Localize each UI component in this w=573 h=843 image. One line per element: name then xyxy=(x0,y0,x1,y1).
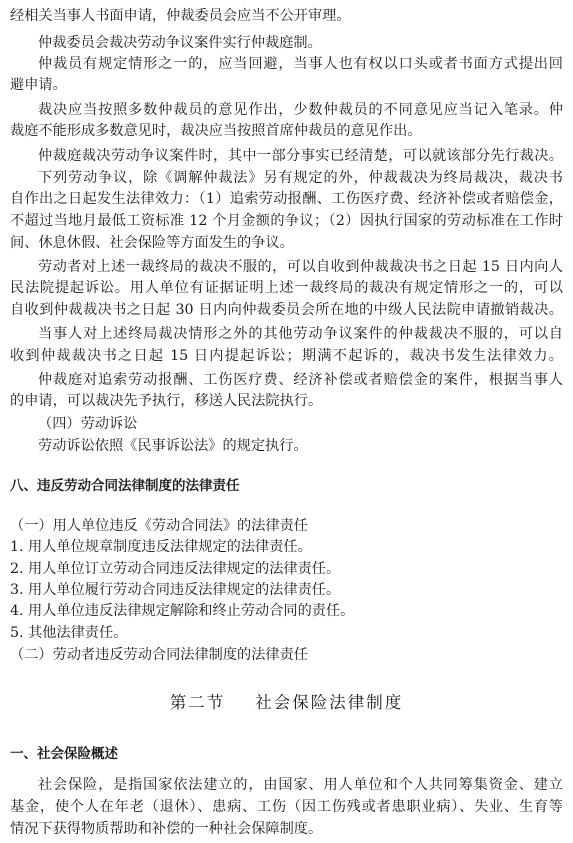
text-line: 下列劳动争议，除《调解仲裁法》另有规定的外，仲裁裁决为终局裁决，裁决书 xyxy=(38,170,563,186)
text-line: 的申请，可以裁决先予执行，移送人民法院执行。 xyxy=(10,393,323,409)
text-line: 民法院提起诉讼。用人单位有证据证明上述一裁终局的裁决有规定情形之一的，可以 xyxy=(10,280,563,296)
text-line: 社会保险，是指国家依法建立的，由国家、用人单位和个人共同筹集资金、建立 xyxy=(38,777,563,793)
list-item: 1. 用人单位规章制度违反法律规定的法律责任。 xyxy=(10,539,312,555)
text-line: 裁庭不能形成多数意见时，裁决应当按照首席仲裁员的意见作出。 xyxy=(10,123,422,139)
text-line: 劳动诉讼依照《民事诉讼法》的规定执行。 xyxy=(38,438,308,454)
text-line: 当事人对上述终局裁决情形之外的其他劳动争议案件的仲裁裁决不服的，可以自 xyxy=(38,326,563,342)
list-item: 5. 其他法律责任。 xyxy=(10,625,128,641)
chapter-section-title xyxy=(0,693,573,713)
section-title: 社会保险法律制度 xyxy=(255,693,404,712)
text-line: 不超过当地月最低工资标准 12 个月金额的争议；（2）因执行国家的劳动标准在工作时 xyxy=(10,213,563,229)
text-line: 仲裁员有规定情形之一的，应当回避，当事人也有权以口头或者书面方式提出回 xyxy=(38,56,563,72)
list-item: 3. 用人单位履行劳动合同违反法律规定的法律责任。 xyxy=(10,582,341,598)
text-line: 裁决应当按照多数仲裁员的意见作出，少数仲裁员的不同意见应当记入笔录。仲 xyxy=(38,102,563,118)
text-line: 经相关当事人书面申请，仲裁委员会应当不公开审理。 xyxy=(10,8,351,24)
text-line: 间、休息休假、社会保险等方面发生的争议。 xyxy=(10,235,294,251)
list-item: （二）劳动者违反劳动合同法律制度的法律责任 xyxy=(10,647,308,663)
list-item: 4. 用人单位违反法律规定解除和终止劳动合同的责任。 xyxy=(10,603,355,619)
subheading: （四）劳动诉讼 xyxy=(38,416,138,432)
list-item: 2. 用人单位订立劳动合同违反法律规定的法律责任。 xyxy=(10,561,341,577)
text-line: 劳动者对上述一裁终局的裁决不服的，可以自收到仲裁裁决书之日起 15 日内向人 xyxy=(38,259,563,275)
text-line: 仲裁庭对追索劳动报酬、工伤医疗费、经济补偿或者赔偿金的案件，根据当事人 xyxy=(38,372,563,388)
section-number: 第二节 xyxy=(169,693,226,712)
text-line: 避申请。 xyxy=(10,77,67,93)
text-line: 收到仲裁裁决书之日起 15 日内提起诉讼；期满不起诉的，裁决书发生法律效力。 xyxy=(10,348,563,364)
text-line: 仲裁庭裁决劳动争议案件时，其中一部分事实已经清楚，可以就该部分先行裁决。 xyxy=(38,148,563,164)
text-line: 仲裁委员会裁决劳动争议案件实行仲裁庭制。 xyxy=(38,35,322,51)
text-line: 基金，使个人在年老（退休）、患病、工伤（因工伤残或者患职业病）、失业、生育等 xyxy=(10,799,563,815)
section-heading: 八、违反劳动合同法律制度的法律责任 xyxy=(10,478,240,494)
text-line: 情况下获得物质帮助和补偿的一种社会保障制度。 xyxy=(10,821,323,837)
text-line: 自作出之日起发生法律效力：（1）追索劳动报酬、工伤医疗费、经济补偿或者赔偿金， xyxy=(10,191,563,207)
section-heading: 一、社会保险概述 xyxy=(10,746,118,762)
list-item: （一）用人单位违反《劳动合同法》的法律责任 xyxy=(10,518,308,534)
text-line: 自收到仲裁裁决书之日起 30 日内向仲裁委员会所在地的中级人民法院申请撤销裁决。 xyxy=(10,302,563,318)
